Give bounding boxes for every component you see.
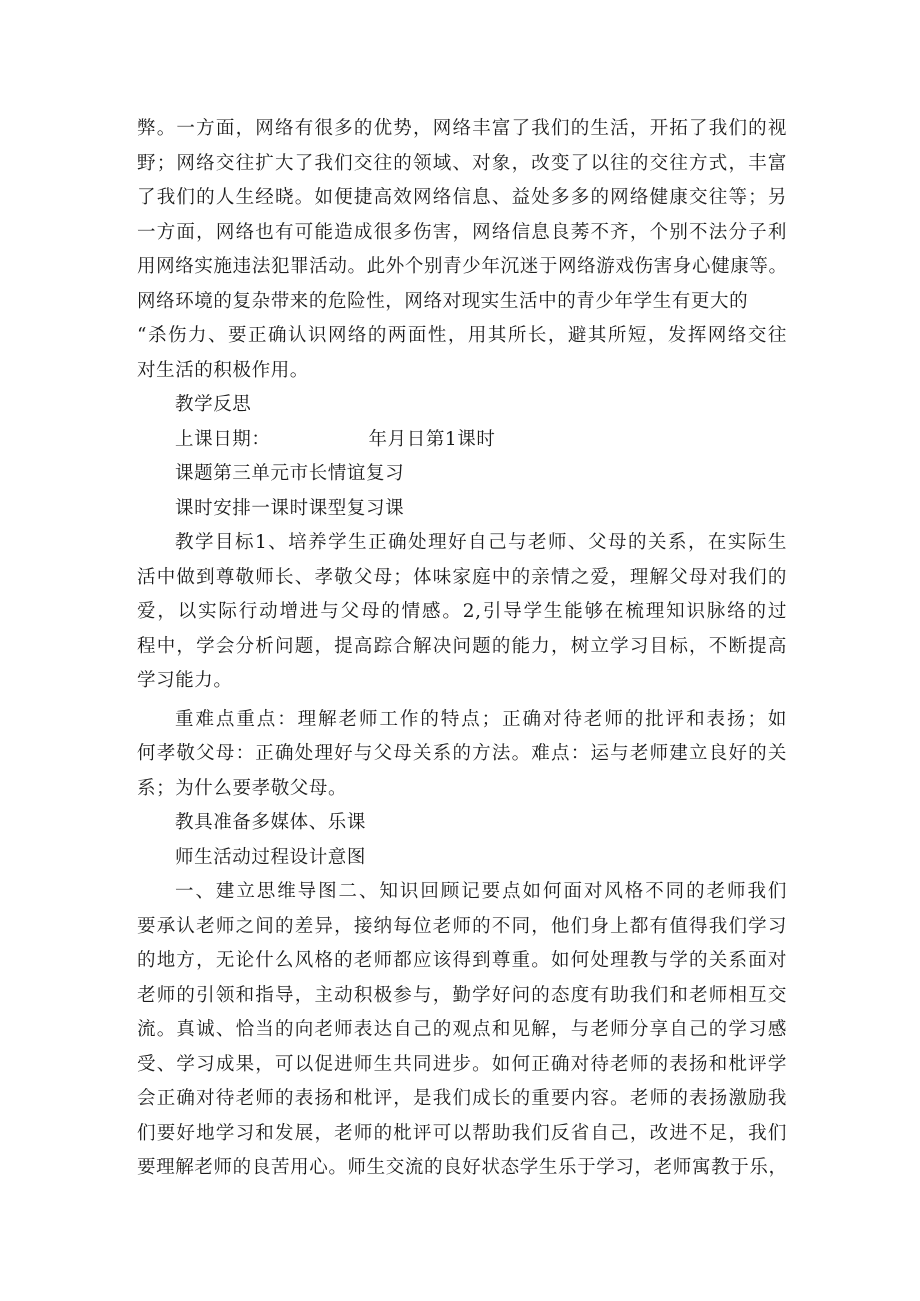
document-page xyxy=(137,112,787,1186)
text-line: 重难点重点：理解老师工作的特点；正确对待老师的批评和表扬；如 xyxy=(175,708,787,730)
date-label: 上课日期： xyxy=(175,428,271,450)
text-line: 流。真诚、恰当的向老师表达自己的观点和见解，与老师分享自己的学习感 xyxy=(137,1019,787,1040)
text-line: 弊。一方面，网络有很多的优势，网络丰富了我们的生活，开拓了我们的视 xyxy=(137,118,787,139)
date-value: 年月日第1课时 xyxy=(368,428,496,450)
text-line: 系；为什么要孝敬父母。 xyxy=(137,777,348,799)
text-line: 要承认老师之间的差异，接纳每位老师的不同，他们身上都有值得我们学习 xyxy=(137,915,787,937)
section-heading: 教学反思 xyxy=(175,394,252,415)
text-line: 学习能力。 xyxy=(137,670,233,691)
text-line: 教学目标1、培养学生正确处理好自己与老师、父母的关系，在实际生 xyxy=(175,532,787,553)
lesson-topic: 课题第三单元市长情谊复习 xyxy=(175,463,405,484)
text-line: 一、建立思维导图二、知识回顾记要点如何面对风格不同的老师我们 xyxy=(175,881,787,902)
text-line: 受、学习成果，可以促进师生共同进步。如何正确对待老师的表扬和枇评学 xyxy=(137,1053,787,1075)
text-line: 活中做到尊敬师长、孝敬父母；体味家庭中的亲情之爱，理解父母对我们的 xyxy=(137,566,787,588)
text-line: 网络环境的复杂带来的危险性，网络对现实生活中的青少年学生有更大的 xyxy=(137,290,749,312)
paragraph-objectives xyxy=(137,526,787,699)
lesson-schedule: 课时安排一课时课型复习课 xyxy=(175,497,405,519)
paragraph-key-points xyxy=(137,703,787,807)
text-line: 野；网络交往扩大了我们交往的领域、对象，改变了以往的交往方式，丰富 xyxy=(137,152,787,174)
text-line: 老师的引领和指导，主动积极参与，勤学好问的态度有助我们和老师相互交 xyxy=(137,984,787,1006)
text-line: 对生活的积极作用。 xyxy=(137,359,309,381)
text-line: 会正确对待老师的表扬和枇评，是我们成长的重要内容。老师的表扬激励我 xyxy=(137,1088,787,1109)
activity-design-heading: 师生活动过程设计意图 xyxy=(175,846,367,868)
teaching-aids: 教具准备多媒体、乐课 xyxy=(175,812,367,833)
text-line: 何孝敬父母：正确处理好与父母关系的方法。难点：运与老师建立良好的关 xyxy=(137,743,787,764)
text-line: 爱，以实际行动增进与父母的情感。2,引导学生能够在梳理知识脉络的过 xyxy=(137,601,787,622)
class-date-line xyxy=(137,423,787,458)
text-line: 要理解老师的良苦用心。师生交流的良好状态学生乐于学习，老师寓教于乐， xyxy=(137,1157,787,1178)
paragraph xyxy=(137,112,787,388)
text-line: 的地方，无论什么风格的老师都应该得到尊重。如何处理教与学的关系面对 xyxy=(137,950,787,971)
text-line: 了我们的人生经晓。如便捷高效网络信息、益处多多的网络健康交往等；另 xyxy=(137,187,787,208)
text-line: 程中，学会分析问题，提高踪合解决问题的能力，树立学习目标，不断提高 xyxy=(137,635,787,657)
text-line: “杀伤力、要正确认识网络的两面性，用其所长，避其所短，发挥网络交往 xyxy=(137,325,787,346)
text-line: 用网络实施违法犯罪活动。此外个别青少年沉迷于网络游戏伤害身心健康等。 xyxy=(137,256,787,277)
text-line: 一方面，网络也有可能造成很多伤害，网络信息良莠不齐，个别不法分子利 xyxy=(137,221,787,243)
text-line: 们要好地学习和发展，老师的枇评可以帮助我们反省自己，改进不足，我们 xyxy=(137,1122,787,1144)
paragraph-activities xyxy=(137,875,787,1186)
